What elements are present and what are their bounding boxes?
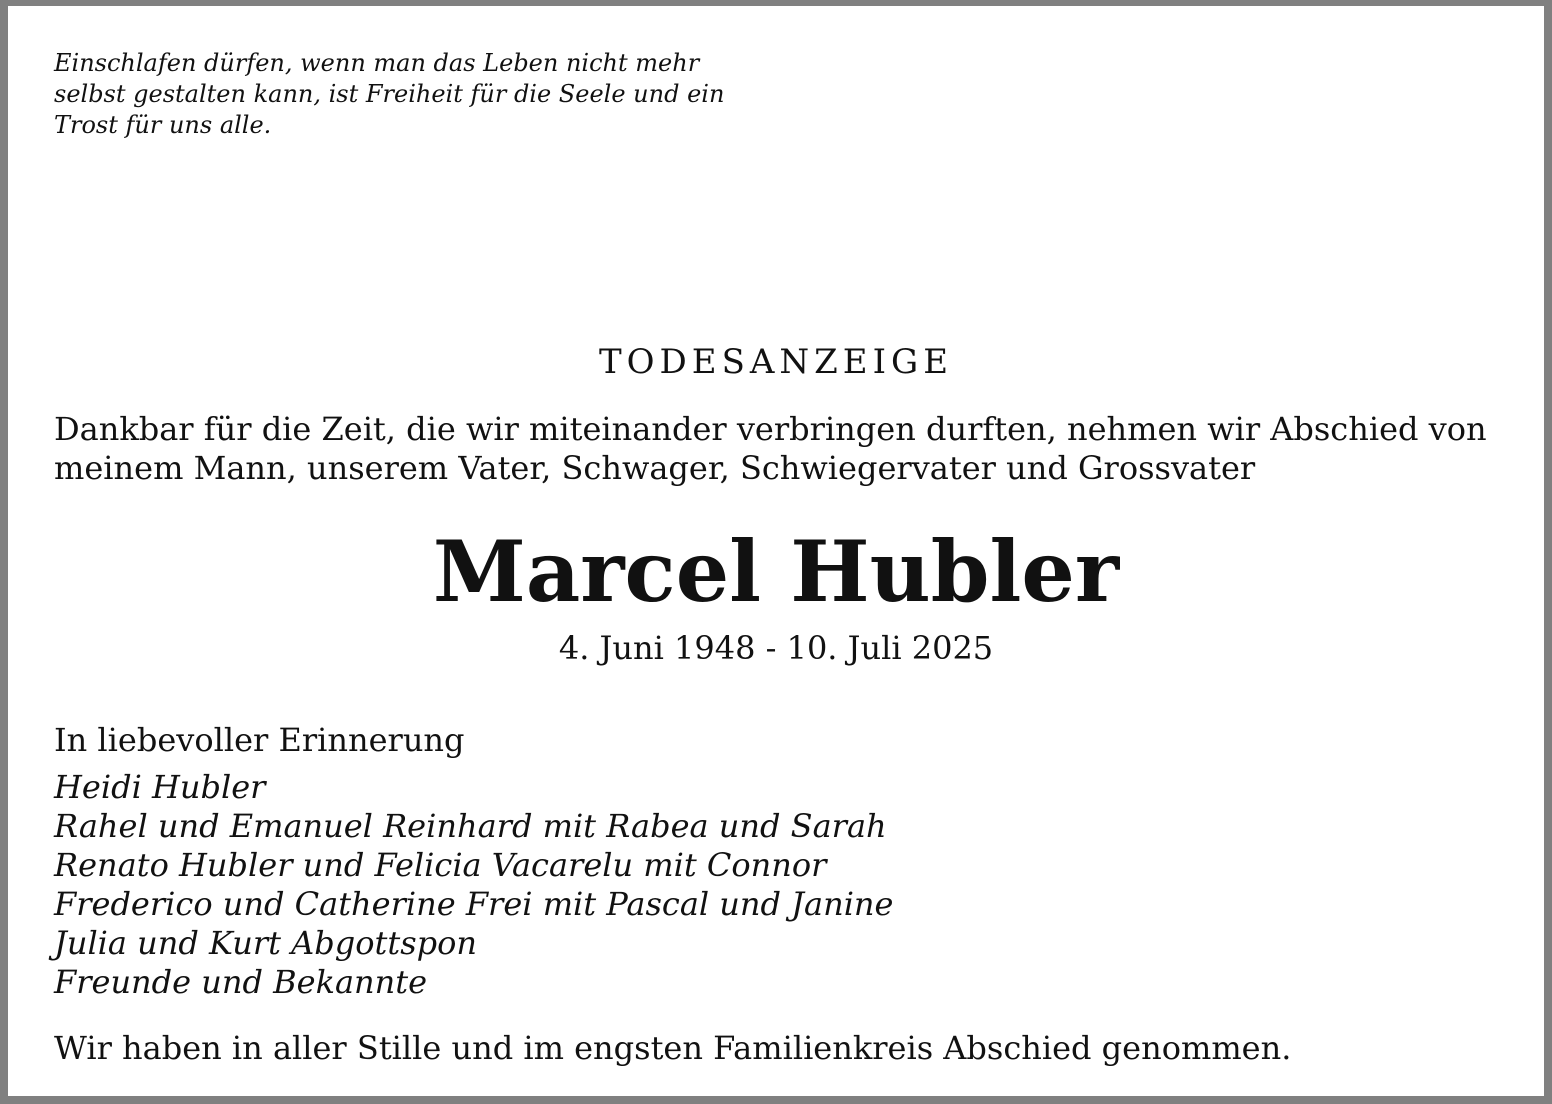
intro-line: Dankbar für die Zeit, die wir miteinander verbringen durften, nehmen wir Abschied von: [54, 410, 1487, 448]
mourner-entry: Heidi Hubler: [54, 768, 266, 806]
intro-text: [54, 410, 1534, 488]
mourner-entry: Rahel und Emanuel Reinhard mit Rabea und Sarah: [54, 807, 887, 845]
notice-kind-heading: TODESANZEIGE: [598, 342, 954, 382]
deceased-name: Marcel Hubler: [432, 522, 1120, 621]
mourner-entry: Frederico und Catherine Frei mit Pascal und Janine: [54, 885, 894, 923]
quote: [54, 48, 754, 141]
closing-statement: Wir haben in aller Stille und im engsten Familienkreis Abschied genommen.: [54, 1029, 1292, 1067]
mourner-entry: Julia und Kurt Abgottspon: [54, 924, 478, 962]
quote-line: selbst gestalten kann, ist Freiheit für die Seele und ein: [54, 80, 725, 108]
intro-line: meinem Mann, unserem Vater, Schwager, Schwiegervater und Grossvater: [54, 449, 1256, 487]
mourner-entry: Renato Hubler und Felicia Vacarelu mit Connor: [54, 846, 827, 884]
memory-label: In liebevoller Erinnerung: [54, 721, 465, 759]
quote-line: Einschlafen dürfen, wenn man das Leben nicht mehr: [54, 49, 700, 77]
quote-line: Trost für uns alle.: [54, 111, 272, 139]
mourners-list: [54, 768, 893, 1002]
life-dates: 4. Juni 1948 - 10. Juli 2025: [558, 629, 994, 667]
mourner-entry: Freunde und Bekannte: [54, 963, 428, 1001]
